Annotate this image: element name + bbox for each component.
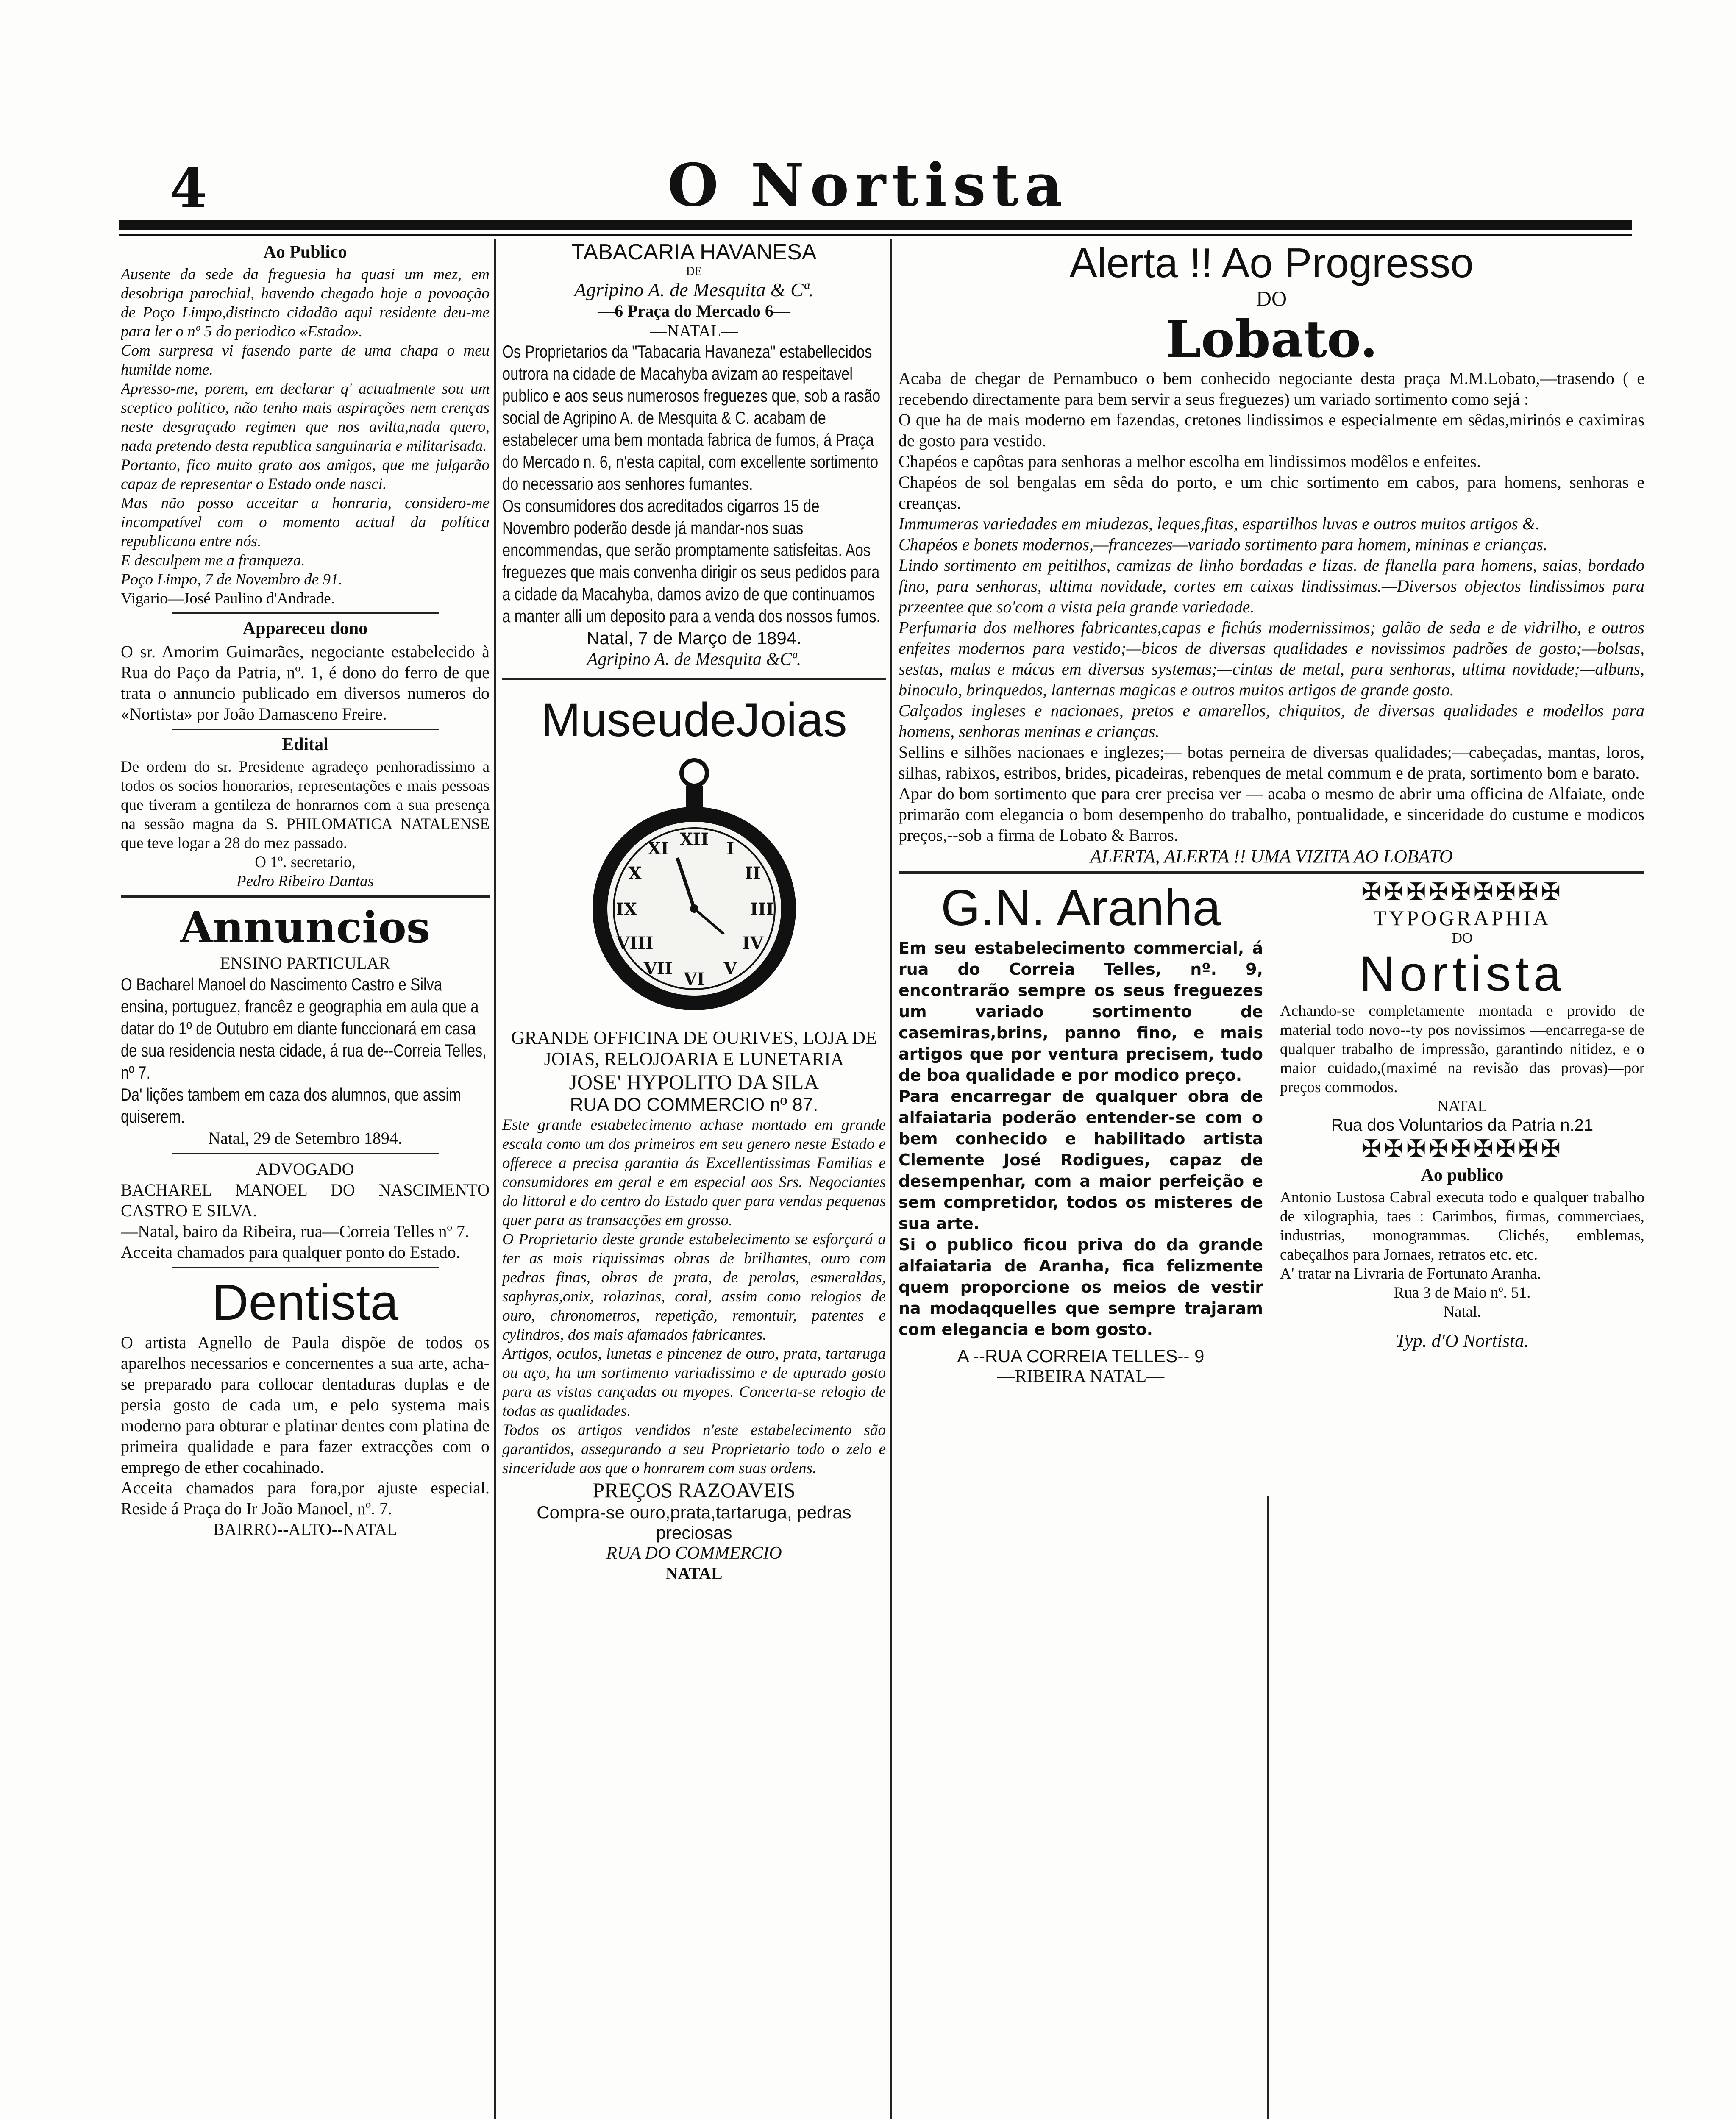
section-heading: Ao Publico [263,242,347,262]
paragraph: Em seu estabelecimento commercial, á rua do Correia Telles, nº. 9, encontrarão sempre os seus freguezes um variado sortimento de casemiras,brins, panno fino, e mais artigos que por ventura precisem, tudo de boa qualidade e por modico preço. [899,939,1263,1085]
divider [502,678,886,680]
svg-text:V: V [723,959,737,979]
museu-heading: MuseudeJoias [541,693,847,746]
paragraph: Os consumidores dos acreditados cigarros 15 de Novembro poderão desde já mandar-nos suas encommendas, que serão promptamente satisfeitas. Aos freguezes que mais convenha dirigir os seus pedidos para a cidade da Macahyba, damos avizo de que continuamos a manter alli um deposito para a venda dos nossos fumos. [502,496,881,626]
paragraph: Acceita chamados para fora,por ajuste especial. Reside á Praça do Ir João Manoel, nº. 7. [121,1478,490,1518]
signature: Agripino A. de Mesquita &Cª. [587,650,801,669]
paragraph: Mas não posso acceitar a honraria, considero-me incompatível com o momento actual da política republicana entre nós. [121,495,490,550]
city: NATAL [1437,1098,1488,1115]
aranha-ad [899,878,1271,1387]
paragraph: Acaba de chegar de Pernambuco o bem conhecido negociante desta praça M.M.Lobato,—trasendo ( e recebendo directamente para bem servir a seus freguezes) um variado sortimento como sejá : [899,369,1644,409]
column-divider [890,239,892,2119]
signature: Vigario—José Paulino d'Andrade. [121,590,335,607]
divider [172,1153,439,1154]
address: —6 Praça do Mercado 6— [598,301,790,320]
section-heading: Ao publico [1421,1165,1504,1185]
printer-credit: Typ. d'O Nortista. [1395,1330,1529,1351]
ad-subheading: GRANDE OFFICINA DE OURIVES, LOJA DE JOIAS, RELOJOARIA E LUNETARIA [511,1027,877,1069]
paragraph: Si o publico ficou priva do da grande alfaiataria de Aranha, fica felizmente quem proporcione os meios de vestir na modaqquelles que sempre trajaram com elegancia e bom gosto. [899,1235,1263,1339]
paragraph: Com surpresa vi fasendo parte de uma chapa o meu humilde nome. [121,342,490,378]
paragraph: Perfumaria dos melhores fabricantes,capas e fichús modernissimos; galão de seda e de vidrilho, e outros enfeites modernos para vestido;—bicos de diversas qualidades e novissimos padrões de gosto;—bolsas, sestas, malas e mácas em diversas systemas;—cintas de metal, para senhoras, ultima novidade;—albuns, binoculo, brinquedos, lanternas magicas e outros muitos artigos de grande gosto. [899,618,1644,699]
paragraph: Achando-se completamente montada e provido de material todo novo--ty pos novissimos —encarrega-se de qualquer trabalho de impressão, garantindo nitidez, e o maior cuidado,(maximé na revisão das provas)—por preços commodos. [1280,1002,1644,1096]
paragraph: Chapéos de sol bengalas em sêda do porto, e um chic sortimento em cabos, para homens, senhoras e creanças. [899,473,1644,512]
svg-text:XI: XI [647,839,669,859]
alerta-subheading: DO [1256,286,1287,310]
column-left [121,239,490,2119]
svg-text:III: III [750,899,774,919]
svg-text:X: X [628,863,642,883]
ad-subheading: DO [1452,930,1473,946]
paragraph: Immumeras variedades em miudezas, leques,fitas, espartilhos luvas e outros muitos artigos &. [899,514,1540,533]
ornament-border: ✠✠✠✠✠✠✠✠✠ [1361,1136,1564,1162]
address: RUA DO COMMERCIO [606,1543,782,1563]
address: Rua 3 de Maio nº. 51. [1394,1284,1531,1301]
address: BAIRRO--ALTO--NATAL [213,1520,398,1539]
column-divider [494,239,496,2119]
typographia-ad [1271,878,1644,1387]
paragraph: Para encarregar de qualquer obra de alfaiataria poderão entender-se com o bem conhecido e habilitado artista Clemente José Rodigues, capaz de desempenhar, com a maior perfeição e sem compretidor, todos os misteres de sua arte. [899,1087,1263,1233]
paragraph: Os Proprietarios da "Tabacaria Havaneza" estabellecidos outrora na cidade de Macahyba avizam ao respeitavel publico e aos seus numerosos freguezes que, sob a rasão social de Agripino A. de Mesquita & C. acabam de estabelecer uma bem montada fabrica de fumos, á Praça do Mercado n. 6, n'esta capital, com excellente sortimento do necessario aos senhores fumantes. [502,342,881,494]
svg-text:VII: VII [643,959,673,979]
bottom-ads [899,878,1644,1387]
address: RUA DO COMMERCIO nº 87. [570,1094,818,1115]
newspaper-title: O Nortista [667,150,1069,220]
alerta-heading: Alerta !! Ao Progresso [1069,239,1474,286]
signature-role: O 1º. secretario, [255,854,356,871]
svg-text:IV: IV [742,933,763,953]
paragraph: Lindo sortimento em peitilhos, camizas de linho bordadas e lizas. de flanella para homens, saias, bordado fino, para senhoras, ultima novidade, cortes em caixas lindissimas.—Diversos objectos lindissimos para przeentee que so'com a vista pela grande variedade. [899,556,1644,616]
section-heading: Appareceu dono [242,619,368,638]
svg-text:XII: XII [679,829,709,849]
paragraph: Artigos, oculos, lunetas e pincenez de ouro, prata, tartaruga ou aço, ha um sortimento variadissimo e de apurado gosto para as vistas cançadas ou myopes. Concerta-se relogio de todas as qualidades. [502,1345,886,1420]
paragraph: Portanto, fico muito grato aos amigos, que me julgarão capaz de representar o Estado onde nasci. [121,456,490,493]
paragraph: —Natal, bairo da Ribeira, rua—Correia Telles nº 7. [121,1222,469,1241]
column-middle [502,239,886,2119]
paragraph: Compra-se ouro,prata,tartaruga, pedras preciosas [537,1502,851,1543]
ad-owner: Agripino A. de Mesquita & Cª. [574,279,814,300]
paragraph: Antonio Lustosa Cabral executa todo e qualquer trabalho de xilographia, taes : Carimbos, firmas, commerciaes, industrias, monogrammas. Clichés, emblemas, cabeçalhos para Jornaes, retratos etc. etc. [1280,1189,1644,1263]
paragraph: Sellins e silhões nacionaes e inglezes;— botas perneira de diversas qualidades;—cabeçadas, mantas, loros, silhas, rabixos, estribos, brides, picadeiras, rebenques de metal commum e de prata, sortimento bom e barato. [899,742,1644,782]
dateline: Natal, 29 de Setembro 1894. [208,1129,402,1148]
paragraph: Apresso-me, porem, em declarar q' actualmente sou um sceptico politico, não tenho mais aspirações nem crenças neste desgraçado regimen que nos avilta,nada quero, nada pretendo desta republica sanguinaria e militarisada. [121,380,490,455]
paragraph: Calçados ingleses e nacionaes, pretos e amarellos, chiquitos, de diversas qualidades e modellos para homens, senhoras meninas e crianças. [899,701,1644,741]
city: Natal. [1443,1303,1481,1321]
column-right [899,239,1644,2119]
ad-heading: ENSINO PARTICULAR [220,954,390,973]
paragraph: Todos os artigos vendidos n'este estabelecimento são garantidos, assegurando a seu Proprietario todo o zelo e sinceridade aos que o honrarem com suas ordens. [502,1421,886,1477]
section-heading: Edital [282,735,328,754]
ad-owner: JOSE' HYPOLITO DA SILA [569,1070,819,1094]
aranha-heading: G.N. Aranha [940,879,1221,936]
lobato-heading: Lobato. [1165,309,1378,369]
paragraph: Acceita chamados para qualquer ponto do Estado. [121,1243,460,1262]
city: —RIBEIRA NATAL— [997,1367,1165,1386]
ad-heading: ADVOGADO [256,1160,354,1179]
paragraph: E desculpem me a franqueza. [121,552,305,569]
paragraph: Da' lições tambem em caza dos alumnos, que assim quiserem. [121,1085,461,1126]
paragraph: O Bacharel Manoel do Nascimento Castro e Silva ensina, portuguez, francêz e geographia em aula que a datar do 1º de Outubro em diante funccionará em casa de sua residencia nesta cidade, á rua de--Correia Telles, nº 7. [121,974,487,1082]
divider [172,612,439,614]
ornament-border: ✠✠✠✠✠✠✠✠✠ [1361,879,1564,905]
paragraph: Chapéos e capôtas para senhoras a melhor escolha em lindissimos modêlos e enfeites. [899,452,1481,471]
paragraph: A' tratar na Livraria de Fortunato Aranha. [1280,1265,1541,1282]
dentista-heading: Dentista [211,1274,399,1331]
svg-text:VI: VI [683,969,705,989]
address: Rua dos Voluntarios da Patria n.21 [1331,1116,1594,1135]
city: NATAL [665,1564,723,1583]
signature: Pedro Ribeiro Dantas [236,873,374,890]
paragraph: O Proprietario deste grande estabelecimento se esforçará a ter as mais riquissimas obras de brilhantes, ouro com pedras finas, obras de prata, de perolas, esmeraldas, saphyras,onix, rolazinas, coral, assim como relogios de ouro, chronometros, repetição, remontuir, patentes e cylindros, dos mais afamados fabricantes. [502,1231,886,1343]
divider [172,729,439,730]
annuncios-heading: Annuncios [180,902,431,952]
page-number: 4 [170,157,208,220]
svg-text:IX: IX [615,899,637,919]
paragraph: Apar do bom sortimento que para crer precisa ver — acaba o mesmo de abrir uma officina de Alfaiate, onde primarão com elegancia o bom desempenho do trabalho, pontualidade, e sinceridade do custume e modicos preços,--sob a firma de Lobato & Barros. [899,784,1644,845]
paragraph: Ausente da sede da freguesia ha quasi um mez, em desobriga parochial, havendo chegado hoje a povoação de Poço Limpo,distincto cidadão aqui residente deu-me para ler o nº 5 do periodico «Estado». [121,266,490,340]
divider [172,1267,439,1268]
paragraph: BACHAREL MANOEL DO NASCIMENTO CASTRO E SILVA. [121,1180,490,1220]
paragraph: Este grande estabelecimento achase montado em grande escala como um dos primeiros em seu genero neste Estado e offerece a precisa garantia ás Excellentissimas Familias e consumidores em geral e em especial aos Srs. Negociantes do littoral e do centro do Estado quer para vendas pequenas quer para as transacções em grosso. [502,1116,886,1229]
svg-text:I: I [726,839,734,859]
address: A --RUA CORREIA TELLES-- 9 [957,1346,1205,1366]
paragraph: O artista Agnello de Paula dispõe de todos os aparelhos necessarios e concernentes a sua arte, acha-se preparado para collocar dentaduras duplas e de persia gosto de cada um, e pelo systema mais moderno para obturar e platinar dentes com platina de primeira qualidade e para fazer extracções com o emprego de ether cocahinado. [121,1333,490,1477]
dateline: Poço Limpo, 7 de Novembro de 91. [121,571,342,588]
paragraph: O sr. Amorim Guimarães, negociante estabelecido à Rua do Paço da Patria, nº. 1, é dono do ferro de que trata o annuncio publicado em diversos numeros do «Nortista» por João Damasceno Freire. [121,642,490,723]
divider [899,871,1644,874]
ad-heading: TYPOGRAPHIA [1373,906,1551,930]
header-rule [119,220,1632,230]
city: —NATAL— [650,321,738,340]
ad-heading: TABACARIA HAVANESA [571,240,817,264]
prices-heading: PREÇOS RAZOAVEIS [593,1478,796,1502]
paragraph: De ordem do sr. Presidente agradeço penhoradissimo a todos os socios honorarios, representações e mais pessoas que tiveram a gentileza de honrarnos com a sua presença na sessão magna da S. PHILOMATICA NATALENSE que teve logar a 28 do mez passado. [121,758,490,852]
typographia-name: Nortista [1359,946,1566,1002]
closing-line: ALERTA, ALERTA !! UMA VIZITA AO LOBATO [1090,846,1453,867]
header-rule-thin [119,234,1632,236]
paragraph: O que ha de mais moderno em fazendas, cretones lindissimos e especialmente em sêdas,mirinós e caximiras de gosto para vestido. [899,410,1644,450]
ad-subheading: DE [686,265,702,278]
svg-text:VIII: VIII [616,933,654,953]
pocket-watch-icon [584,756,804,1019]
paragraph: Chapéos e bonets modernos,—francezes—variado sortimento para homem, mininas e crianças. [899,535,1547,554]
dateline: Natal, 7 de Março de 1894. [587,628,801,648]
svg-text:II: II [744,863,761,883]
divider [121,895,490,898]
